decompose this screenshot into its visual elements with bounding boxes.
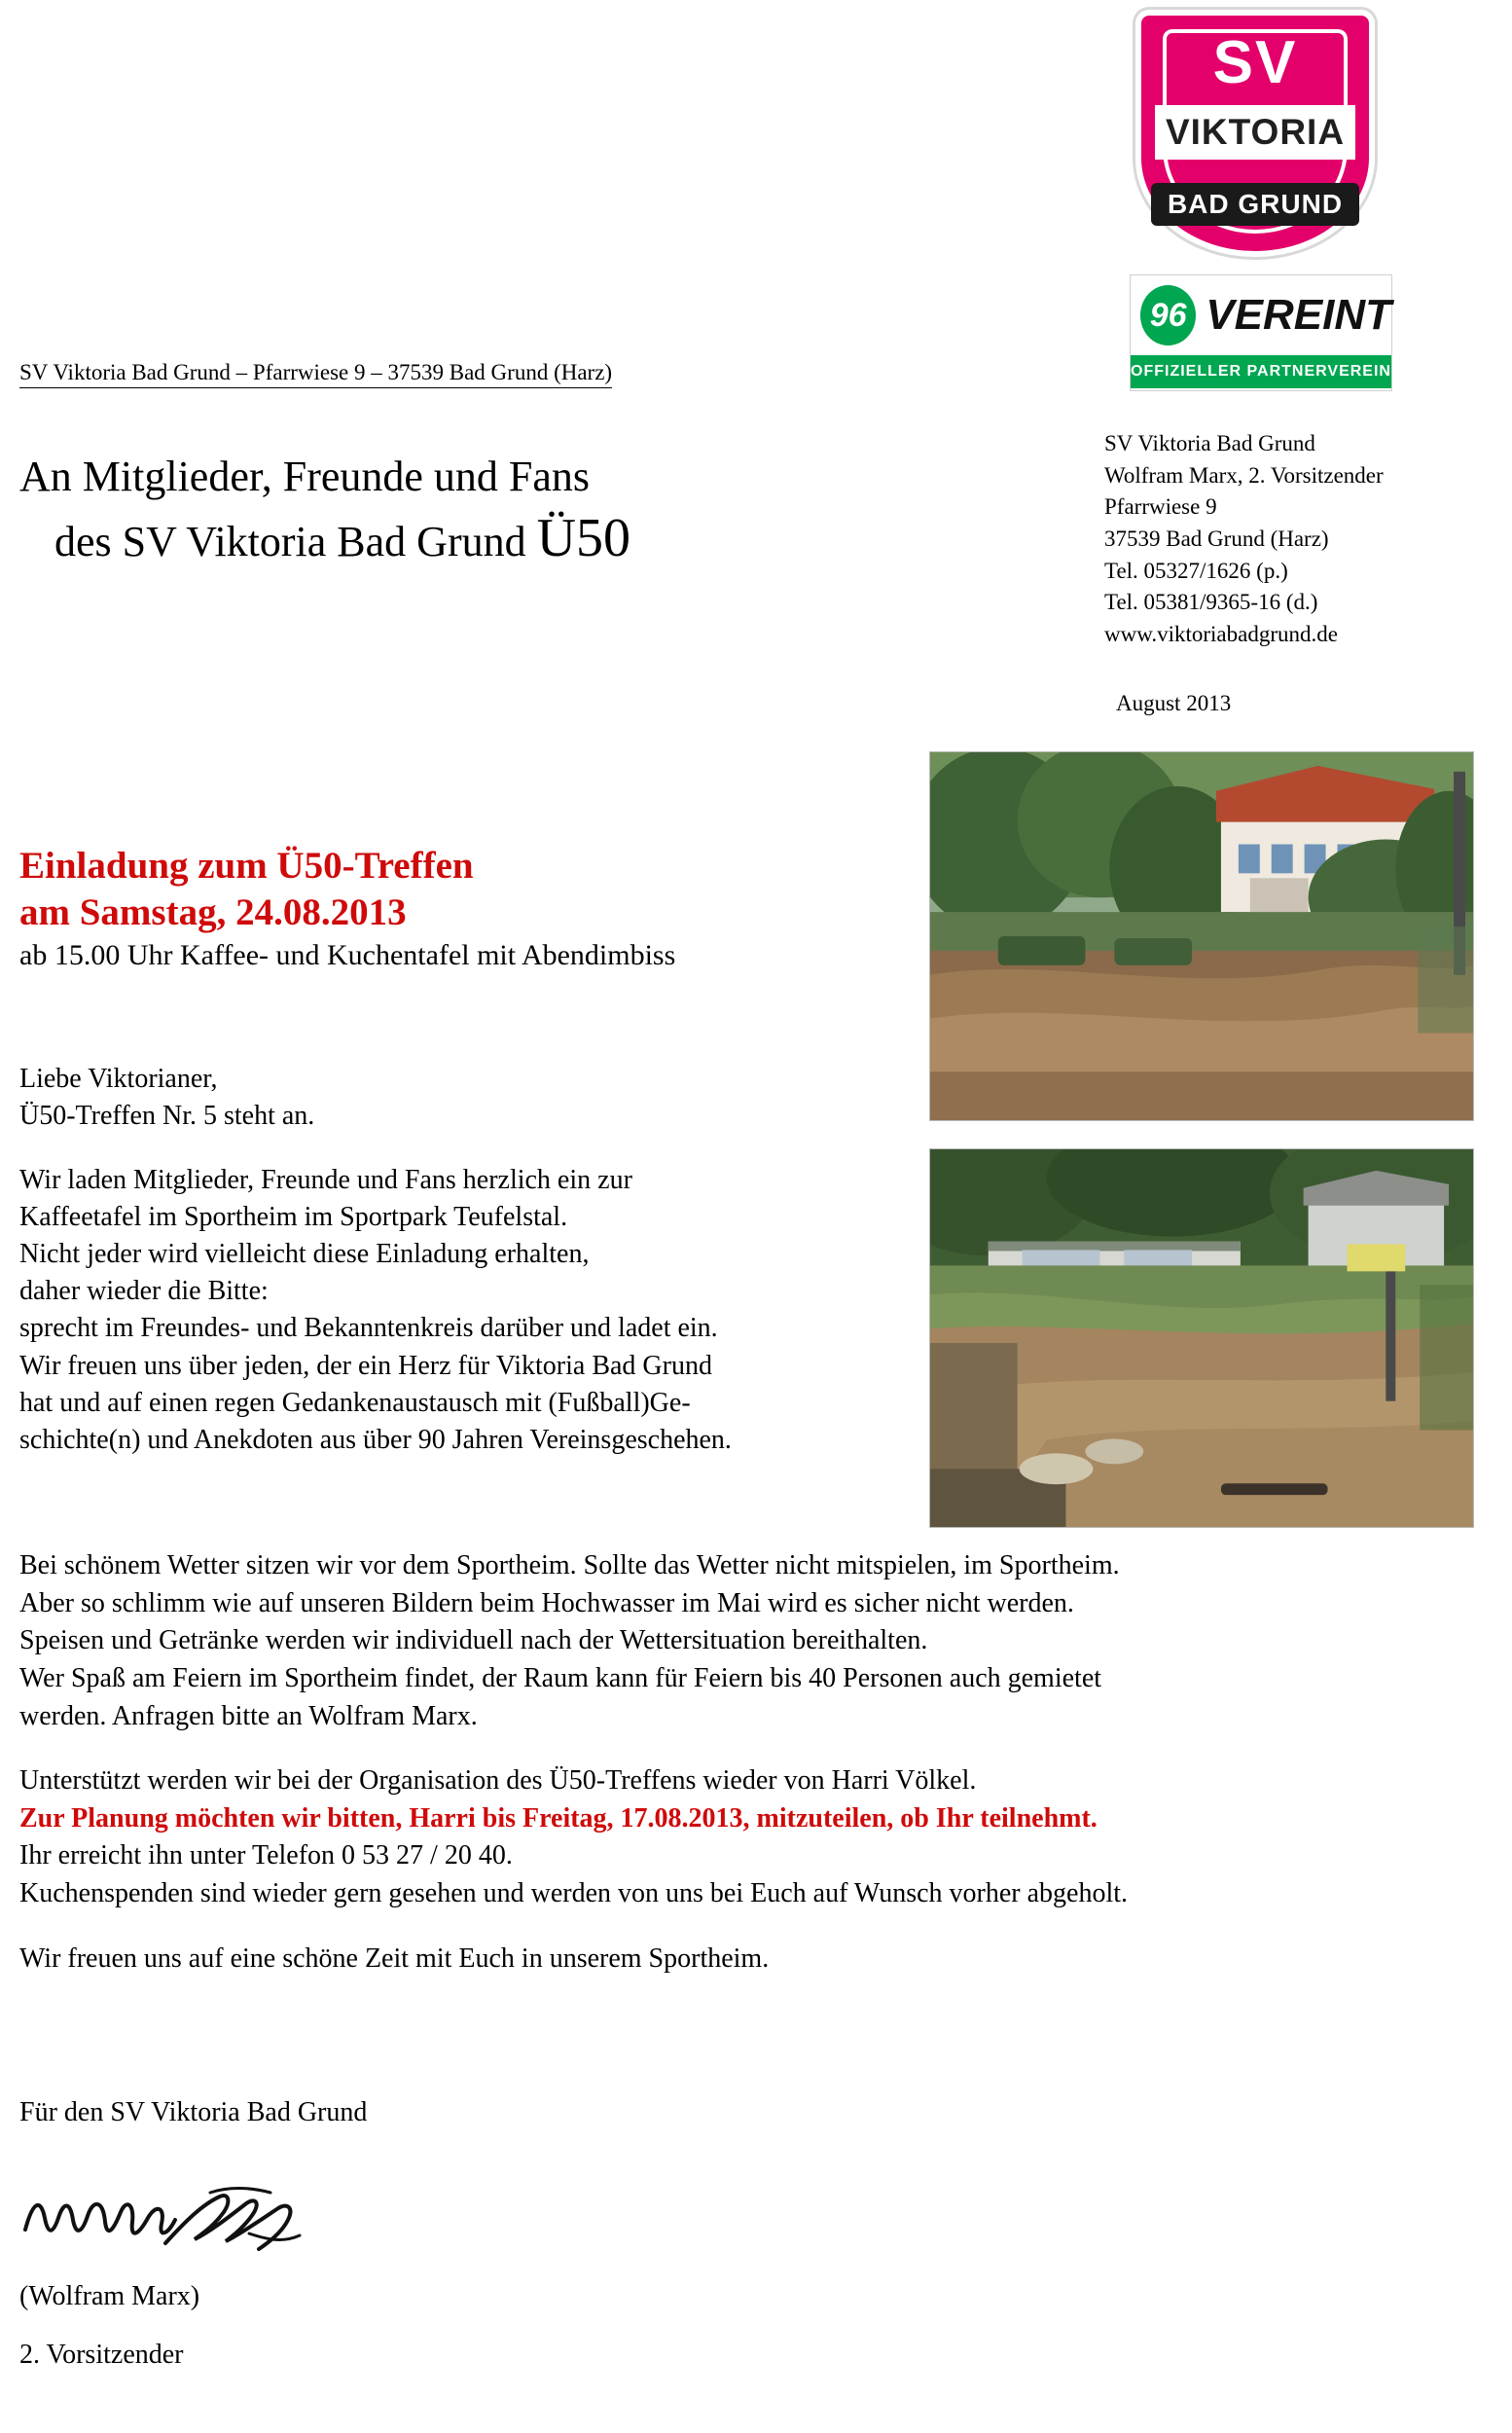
- crest-club-name: VIKTORIA: [1165, 112, 1346, 152]
- letter-body-full: [19, 1547, 1469, 1978]
- hannover-96-badge-icon: 96: [1140, 285, 1196, 345]
- contact-person: Wolfram Marx, 2. Vorsitzender: [1104, 462, 1384, 488]
- contact-club: SV Viktoria Bad Grund: [1104, 431, 1315, 455]
- para2-line2: daher wieder die Bitte:: [19, 1276, 269, 1307]
- photo-sportheim-flood: [929, 751, 1474, 1121]
- sender-address-line: SV Viktoria Bad Grund – Pfarrwiese 9 – 37539 Bad Grund (Harz): [19, 360, 612, 388]
- invitation-date: am Samstag, 24.08.2013: [19, 890, 407, 933]
- rsvp-deadline-notice: Zur Planung möchten wir bitten, Harri bis Freitag, 17.08.2013, mitzuteilen, ob Ihr teilnehmt.: [19, 1802, 1098, 1834]
- para3-line2: hat und auf einen regen Gedankenaustausch mit (Fußball)Ge-: [19, 1387, 691, 1418]
- club-logo-area: [1124, 10, 1391, 399]
- contact-website[interactable]: www.viktoriabadgrund.de: [1104, 621, 1338, 646]
- addressee-line-1: An Mitglieder, Freunde und Fans: [19, 453, 591, 500]
- club-crest-logo: [1128, 10, 1383, 261]
- partner-logo-top: [1131, 275, 1391, 355]
- body-line-4: Wer Spaß am Feiern im Sportheim findet, der Raum kann für Feiern bis 40 Personen auch gemietet: [19, 1662, 1102, 1693]
- contact-city: 37539 Bad Grund (Harz): [1104, 526, 1329, 551]
- crest-town-name: BAD GRUND: [1167, 189, 1344, 219]
- crest-name-band: [1155, 105, 1355, 160]
- crest-sv-text: SV: [1212, 29, 1298, 96]
- body-line-5: werden. Anfragen bitte an Wolfram Marx.: [19, 1700, 478, 1731]
- partner-word: VEREINT: [1206, 291, 1391, 339]
- letter-body-left: [19, 1061, 944, 1459]
- body-line-10: Wir freuen uns auf eine schöne Zeit mit Euch in unserem Sportheim.: [19, 1943, 770, 1974]
- addressee-heading: [19, 450, 1051, 574]
- addressee-line-2: [19, 504, 1051, 574]
- para1-line1: Wir laden Mitglieder, Freunde und Fans herzlich ein zur: [19, 1165, 632, 1196]
- partner-logo: [1130, 274, 1392, 391]
- handwritten-signature: [19, 2175, 341, 2263]
- contact-tel-private: Tel. 05327/1626 (p.): [1104, 558, 1288, 583]
- body-line-2: Aber so schlimm wie auf unseren Bildern beim Hochwasser im Mai wird es sicher nicht werden.: [19, 1587, 1074, 1618]
- partner-caption: OFFIZIELLER PARTNERVEREIN: [1131, 355, 1391, 388]
- para2-line3: sprecht im Freundes- und Bekanntenkreis darüber und ladet ein.: [19, 1313, 718, 1344]
- para3-line1: Wir freuen uns über jeden, der ein Herz für Viktoria Bad Grund: [19, 1350, 712, 1381]
- signature-name: (Wolfram Marx): [19, 2281, 200, 2311]
- invitation-headline: [19, 843, 924, 972]
- para3-line3: schichte(n) und Anekdoten aus über 90 Jahren Vereinsgeschehen.: [19, 1424, 732, 1455]
- signature-role: 2. Vorsitzender: [19, 2340, 184, 2370]
- para2-line1: Nicht jeder wird vielleicht diese Einladung erhalten,: [19, 1239, 590, 1270]
- contact-block: [1104, 428, 1494, 719]
- letter-date: August 2013: [1116, 690, 1232, 715]
- crest-town-band: [1151, 183, 1359, 226]
- closing-line: Für den SV Viktoria Bad Grund: [19, 2097, 368, 2127]
- addressee-line-2-text: des SV Viktoria Bad Grund: [54, 518, 526, 566]
- paragraph-gap-3: [19, 1913, 1469, 1941]
- contact-tel-office: Tel. 05381/9365-16 (d.): [1104, 590, 1318, 615]
- greeting-line-1: Liebe Viktorianer,: [19, 1064, 218, 1094]
- photo-flooded-field: [929, 1148, 1474, 1528]
- crest-shape: [1135, 10, 1375, 257]
- addressee-u50: Ü50: [536, 508, 631, 569]
- signature-block: [19, 2175, 603, 2371]
- body-line-6: Unterstützt werden wir bei der Organisation des Ü50-Treffens wieder von Harri Völkel.: [19, 1765, 977, 1797]
- invitation-title: Einladung zum Ü50-Treffen: [19, 845, 474, 887]
- body-line-1: Bei schönem Wetter sitzen wir vor dem Sportheim. Sollte das Wetter nicht mitspielen, im Sportheim.: [19, 1550, 1120, 1580]
- photo-2-graphic: [930, 1149, 1473, 1527]
- body-line-9: Kuchenspenden sind wieder gern gesehen und werden von uns bei Euch auf Wunsch vorher abgeholt.: [19, 1878, 1129, 1908]
- para1-line2: Kaffeetafel im Sportheim im Sportpark Teufelstal.: [19, 1202, 568, 1233]
- photo-1-graphic: [930, 752, 1473, 1120]
- invitation-time: ab 15.00 Uhr Kaffee- und Kuchentafel mit Abendimbiss: [19, 939, 676, 972]
- body-line-3: Speisen und Getränke werden wir individuell nach der Wettersituation bereithalten.: [19, 1625, 928, 1656]
- body-line-8: Ihr erreicht ihn unter Telefon 0 53 27 / 20 40.: [19, 1840, 513, 1871]
- paragraph-gap: [19, 1135, 944, 1162]
- contact-street: Pfarrwiese 9: [1104, 494, 1217, 520]
- greeting-line-2: Ü50-Treffen Nr. 5 steht an.: [19, 1101, 315, 1132]
- paragraph-gap-2: [19, 1735, 1469, 1762]
